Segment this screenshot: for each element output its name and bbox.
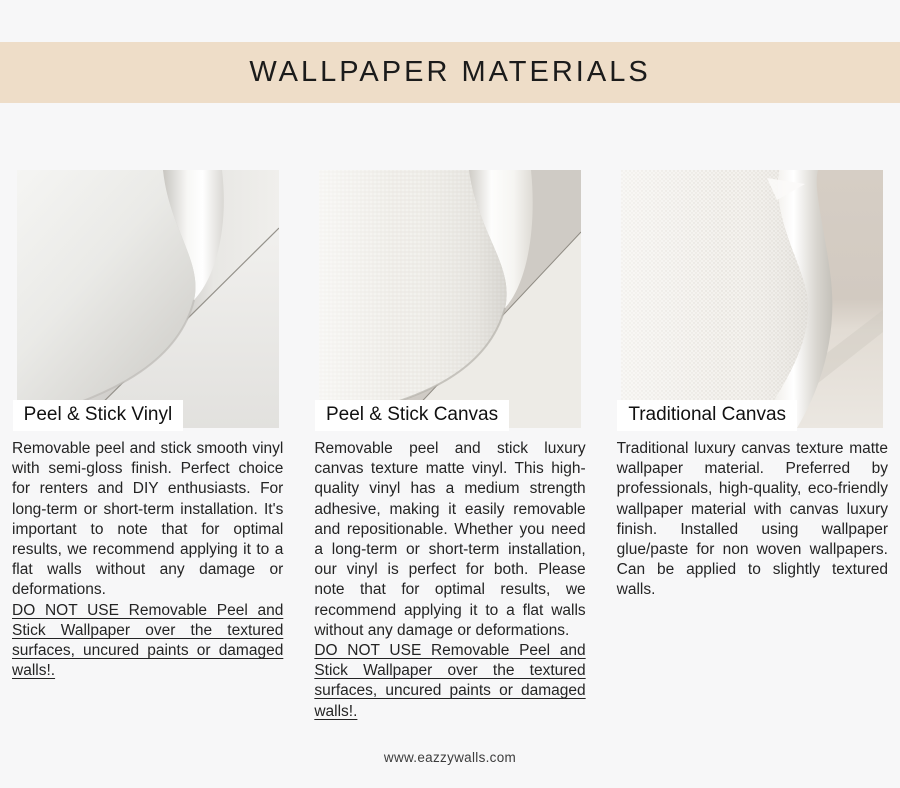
material-description: Removable peel and stick luxury canvas texture matte vinyl. This high-quality vinyl has a medium strength adhesive, making it easily removable and repositionable. Whether you need a long-term or short-term installation, our vinyl is perfect for both. Please note that for optimal results, we recommend applying it to a flat walls without any damage or deformations.	[314, 440, 586, 639]
material-description: Traditional luxury canvas texture matte wallpaper material. Preferred by professionals, high-quality, eco-friendly wallpaper material with canvas luxury finish. Installed using wallpaper glue/paste for non woven wallpapers. Can be applied to slightly textured walls.	[616, 440, 888, 599]
smooth-vinyl-curl-illustration	[17, 170, 279, 428]
header-band	[0, 42, 900, 103]
material-warning: DO NOT USE Removable Peel and Stick Wallpaper over the textured surfaces, uncured paints or damaged walls!.	[12, 601, 284, 680]
traditional-canvas-roll-illustration	[621, 170, 883, 428]
material-label: Peel & Stick Vinyl	[13, 400, 184, 431]
column-traditional-canvas	[615, 170, 890, 722]
material-description: Removable peel and stick smooth vinyl with semi-gloss finish. Perfect choice for renters and DIY enthusiasts. For long-term or short-term installation. It's important to note that for optimal results, we recommend applying it to a flat walls without any damage or deformations.	[12, 440, 284, 599]
website-url: www.eazzywalls.com	[383, 750, 517, 765]
peel-stick-vinyl-photo	[17, 170, 279, 428]
material-label: Traditional Canvas	[617, 400, 797, 431]
traditional-canvas-photo	[621, 170, 883, 428]
page-title: WALLPAPER MATERIALS	[249, 56, 651, 88]
material-warning: DO NOT USE Removable Peel and Stick Wallpaper over the textured surfaces, uncured paints or damaged walls!.	[314, 642, 586, 720]
material-label: Peel & Stick Canvas	[315, 400, 509, 431]
materials-columns	[10, 170, 890, 722]
column-peel-stick-canvas	[312, 170, 587, 722]
peel-stick-canvas-photo	[319, 170, 581, 428]
column-peel-stick-vinyl	[10, 170, 285, 722]
canvas-texture-curl-illustration	[319, 170, 581, 428]
